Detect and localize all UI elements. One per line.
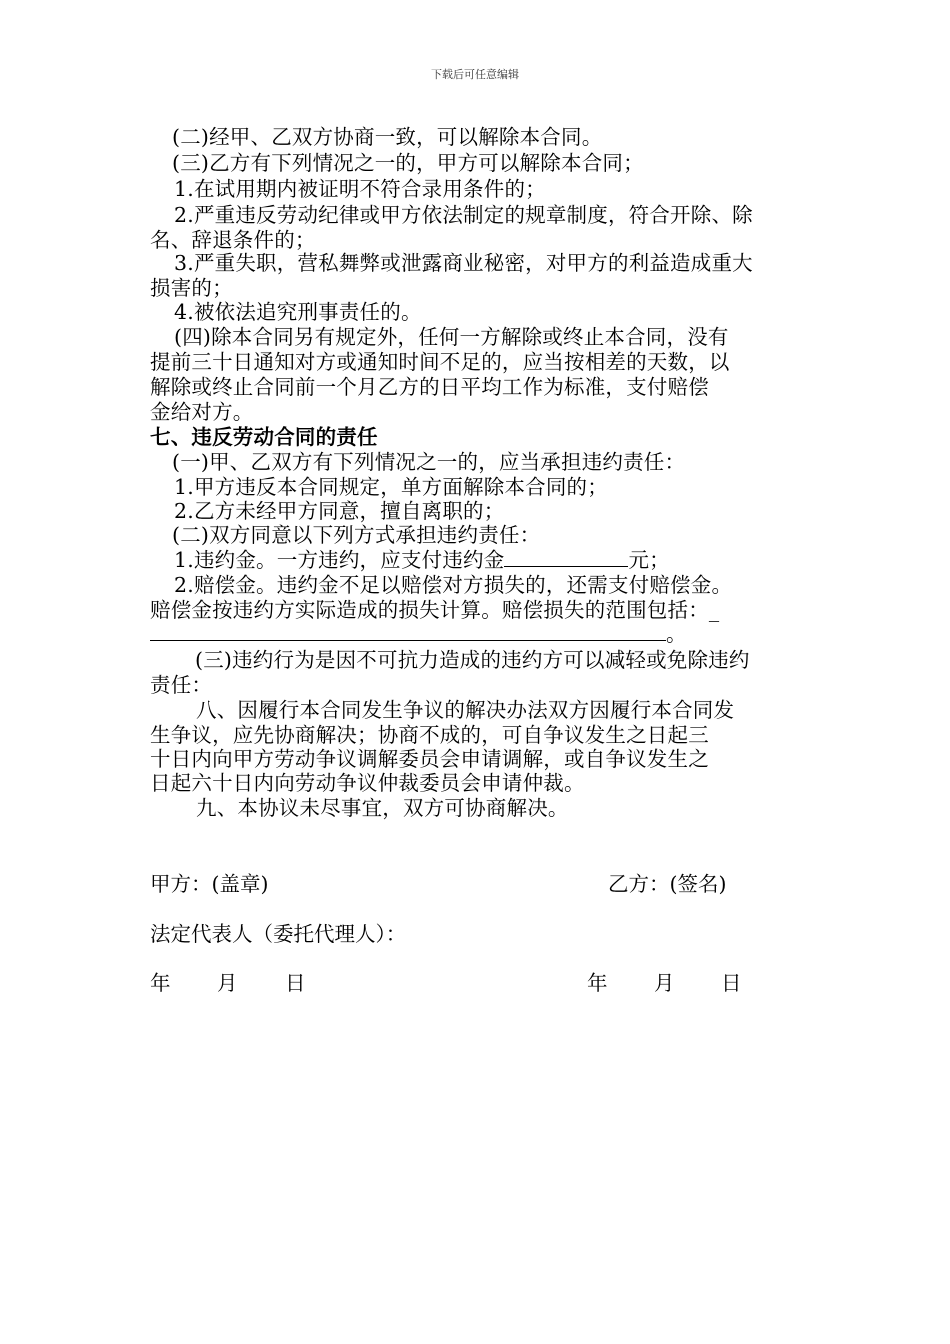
clause-2: (二)经甲、乙双方协商一致，可以解除本合同。 (172, 125, 603, 149)
party-a-month: 月 (217, 971, 238, 995)
section-8-line-3: 十日内向甲方劳动争议调解委员会申请调解，或自争议发生之 (150, 747, 709, 771)
penalty-amount-blank (504, 548, 628, 567)
clause-4: (四)除本合同另有规定外，任何一方解除或终止本合同，没有 (174, 325, 729, 349)
section-8-line-2: 生争议，应先协商解决；协商不成的，可自争议发生之日起三 (150, 723, 709, 747)
penalty-unit: 元； (628, 548, 670, 572)
party-b-year: 年 (587, 971, 608, 995)
party-a-seal: 甲方：(盖章) (150, 872, 269, 896)
clause-3-item-4: 4.被依法追究刑事责任的。 (174, 300, 422, 324)
section-7-clause-3: (三)违约行为是因不可抗力造成的违约方可以减轻或免除违约 (195, 648, 750, 672)
section-8: 八、因履行本合同发生争议的解决办法双方因履行本合同发 (196, 698, 735, 722)
damages-scope-line (150, 622, 810, 646)
section-7-clause-1-item-2: 2.乙方未经甲方同意，擅自离职的； (174, 499, 505, 523)
clause-4-line-4: 金给对方。 (150, 400, 254, 424)
party-b-signature: 乙方：(签名) (608, 872, 727, 896)
party-a-year: 年 (150, 971, 171, 995)
clause-3-item-3: 3.严重失职，营私舞弊或泄露商业秘密，对甲方的利益造成重大 (174, 251, 753, 275)
clause-3-item-1: 1.在试用期内被证明不符合录用条件的； (174, 177, 546, 201)
party-a-day: 日 (285, 971, 306, 995)
section-7-clause-3-cont: 责任： (150, 673, 213, 697)
section-7-clause-2: (二)双方同意以下列方式承担违约责任： (172, 523, 541, 547)
clause-4-line-3: 解除或终止合同前一个月乙方的日平均工作为标准，支付赔偿 (150, 375, 709, 399)
legal-representative: 法定代表人（委托代理人）： (150, 922, 407, 946)
clause-3: (三)乙方有下列情况之一的，甲方可以解除本合同； (172, 151, 644, 175)
clause-3-item-2-cont: 名、辞退条件的； (150, 228, 316, 252)
section-9: 九、本协议未尽事宜，双方可协商解决。 (196, 796, 569, 820)
section-7-clause-2-item-2-cont: 赔偿金按违约方实际造成的损失计算。赔偿损失的范围包括：_ (150, 598, 720, 622)
section-7-clause-2-item-1 (174, 548, 834, 572)
section-7-clause-1-item-1: 1.甲方违反本合同规定，单方面解除本合同的； (174, 475, 608, 499)
party-b-day: 日 (721, 971, 742, 995)
clause-3-item-3-cont: 损害的； (150, 276, 233, 300)
section-7-heading: 七、违反劳动合同的责任 (150, 425, 378, 449)
section-8-line-4: 日起六十日内向劳动争议仲裁委员会申请仲裁。 (150, 771, 585, 795)
page-header: 下载后可任意编辑 (431, 68, 519, 81)
damages-scope-blank (150, 622, 666, 641)
section-7-clause-1: (一)甲、乙双方有下列情况之一的，应当承担违约责任： (172, 450, 686, 474)
clause-4-line-2: 提前三十日通知对方或通知时间不足的，应当按相差的天数，以 (150, 350, 730, 374)
party-b-month: 月 (654, 971, 675, 995)
damages-scope-end: 。 (666, 622, 687, 646)
section-7-clause-2-item-2: 2.赔偿金。违约金不足以赔偿对方损失的，还需支付赔偿金。 (174, 573, 733, 597)
penalty-label: 1.违约金。一方违约，应支付违约金 (174, 548, 505, 572)
clause-3-item-2: 2.严重违反劳动纪律或甲方依法制定的规章制度，符合开除、除 (174, 203, 753, 227)
